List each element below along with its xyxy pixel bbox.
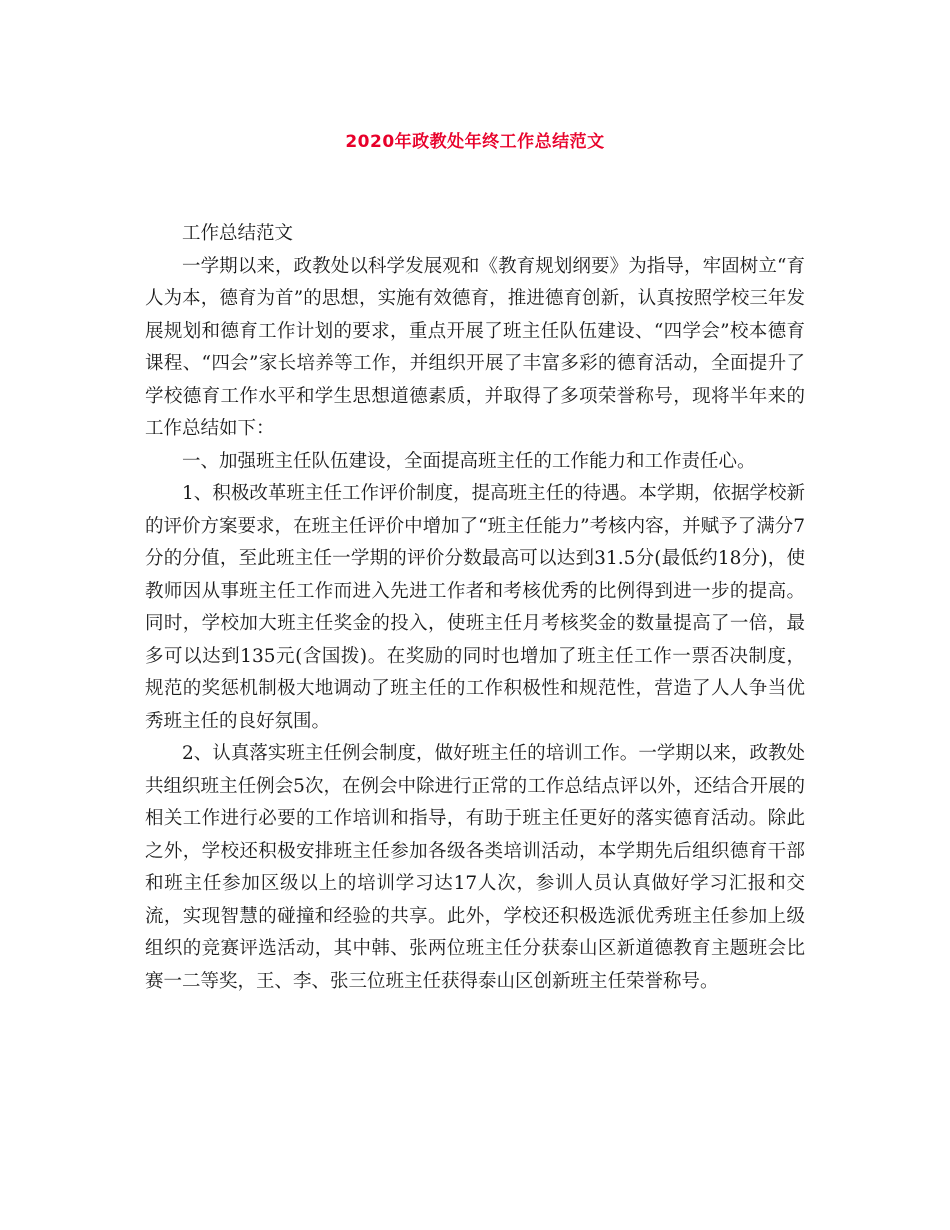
paragraph-intro: 一学期以来，政教处以科学发展观和《教育规划纲要》为指导，牢固树立“育人为本，德育为首”的思想，实施有效德育，推进德育创新，认真按照学校三年发展规划和德育工作计划的要求，重点开展了班主任队伍建设、“四学会”校本德育课程、“四会”家长培养等工作，并组织开展了丰富多彩的德育活动，全面提升了学校德育工作水平和学生思想道德素质，并取得了多项荣誉称号，现将半年来的工作总结如下： (145, 255, 805, 439)
document-title: 2020年政教处年终工作总结范文 (345, 132, 605, 152)
paragraph-heading: 工作总结范文 (182, 223, 294, 244)
document-body (145, 218, 805, 998)
paragraph-section-1-heading: 一、加强班主任队伍建设，全面提高班主任的工作能力和工作责任心。 (182, 450, 756, 472)
paragraph-item-2: 2、认真落实班主任例会制度，做好班主任的培训工作。一学期以来，政教处共组织班主任例会5次，在例会中除进行正常的工作总结点评以外，还结合开展的相关工作进行必要的工作培训和指导，有助于班主任更好的落实德育活动。除此之外，学校还积极安排班主任参加各级各类培训活动，本学期先后组织德育干部和班主任参加区级以上的培训学习达17人次，参训人员认真做好学习汇报和交流，实现智慧的碰撞和经验的共享。此外，学校还积极选派优秀班主任参加上级组织的竞赛评选活动，其中韩、张两位班主任分获泰山区新道德教育主题班会比赛一二等奖，王、李、张三位班主任获得泰山区创新班主任荣誉称号。 (145, 743, 805, 992)
paragraph-item-1: 1、积极改革班主任工作评价制度，提高班主任的待遇。本学期，依据学校新的评价方案要求，在班主任评价中增加了“班主任能力”考核内容，并赋予了满分7分的分值，至此班主任一学期的评价分数最高可以达到31.5分(最低约18分)，使教师因从事班主任工作而进入先进工作者和考核优秀的比例得到进一步的提高。同时，学校加大班主任奖金的投入，使班主任月考核奖金的数量提高了一倍，最多可以达到135元(含国拨)。在奖励的同时也增加了班主任工作一票否决制度，规范的奖惩机制极大地调动了班主任的工作积极性和规范性，营造了人人争当优秀班主任的良好氛围。 (145, 483, 805, 732)
